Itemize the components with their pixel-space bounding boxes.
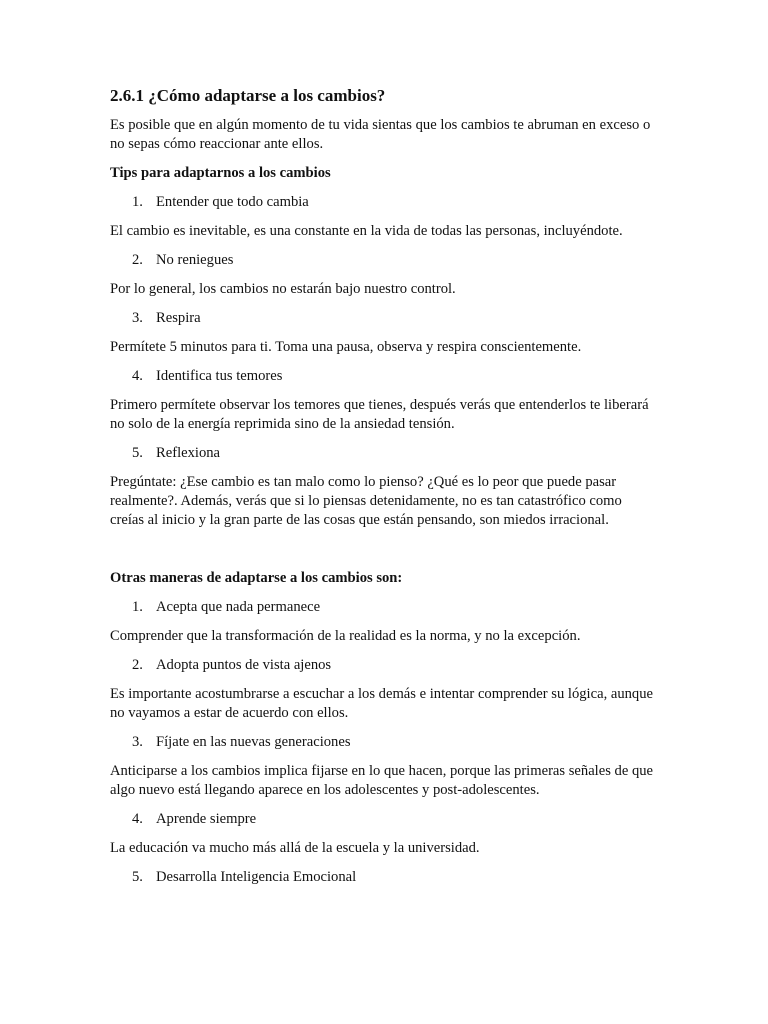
list-number: 5.: [132, 445, 143, 461]
list-item: [110, 444, 658, 463]
list-item: [110, 868, 658, 887]
list-item-label: Identifica tus temores: [156, 368, 283, 384]
list-number: 2.: [132, 657, 143, 673]
item-description: Por lo general, los cambios no estarán bajo nuestro control.: [110, 281, 456, 297]
item-description: Pregúntate: ¿Ese cambio es tan malo como lo pienso? ¿Qué es lo peor que puede pasar realmente?. Además, verás que si lo piensas detenidamente, no es tan catastrófico como creías al inicio y la gran parte de las cosas que están pensando, son miedos irracional.: [110, 474, 622, 528]
tips-subheading: Tips para adaptarnos a los cambios: [110, 165, 331, 181]
section-heading: 2.6.1 ¿Cómo adaptarse a los cambios?: [110, 86, 386, 105]
list-item: [110, 309, 658, 328]
list-item-label: Acepta que nada permanece: [156, 599, 321, 615]
item-description: Permítete 5 minutos para ti. Toma una pausa, observa y respira conscientemente.: [110, 339, 582, 355]
item-description: El cambio es inevitable, es una constante en la vida de todas las personas, incluyéndote.: [110, 223, 623, 239]
item-description: Primero permítete observar los temores que tienes, después verás que entenderlos te liberará no solo de la energía reprimida sino de la ansiedad tensión.: [110, 397, 649, 432]
list-item-label: Fíjate en las nuevas generaciones: [156, 734, 351, 750]
list-item: [110, 656, 658, 675]
other-ways-subheading: Otras maneras de adaptarse a los cambios son:: [110, 570, 403, 586]
list-number: 5.: [132, 869, 143, 885]
item-description: Comprender que la transformación de la realidad es la norma, y no la excepción.: [110, 628, 581, 644]
item-description: La educación va mucho más allá de la escuela y la universidad.: [110, 840, 480, 856]
list-number: 4.: [132, 811, 143, 827]
list-number: 1.: [132, 599, 143, 615]
list-item: [110, 598, 658, 617]
list-number: 3.: [132, 734, 143, 750]
list-item: [110, 193, 658, 212]
list-item-label: Reflexiona: [156, 445, 221, 461]
list-number: 4.: [132, 368, 143, 384]
list-number: 1.: [132, 194, 143, 210]
list-number: 3.: [132, 310, 143, 326]
section-spacer: [110, 540, 658, 569]
list-item-label: Adopta puntos de vista ajenos: [156, 657, 332, 673]
list-item: [110, 251, 658, 270]
list-item-label: Aprende siempre: [156, 811, 257, 827]
list-item-label: Desarrolla Inteligencia Emocional: [156, 869, 357, 885]
list-item: [110, 733, 658, 752]
list-item-label: No reniegues: [156, 252, 234, 268]
list-number: 2.: [132, 252, 143, 268]
list-item: [110, 367, 658, 386]
list-item-label: Entender que todo cambia: [156, 194, 309, 210]
list-item: [110, 810, 658, 829]
item-description: Anticiparse a los cambios implica fijarse en lo que hacen, porque las primeras señales de que algo nuevo está llegando aparece en los adolescentes y post-adolescentes.: [110, 763, 654, 798]
list-item-label: Respira: [156, 310, 201, 326]
intro-paragraph: Es posible que en algún momento de tu vida sientas que los cambios te abruman en exceso o no sepas cómo reaccionar ante ellos.: [110, 117, 651, 152]
item-description: Es importante acostumbrarse a escuchar a los demás e intentar comprender su lógica, aunque no vayamos a estar de acuerdo con ellos.: [110, 686, 654, 721]
